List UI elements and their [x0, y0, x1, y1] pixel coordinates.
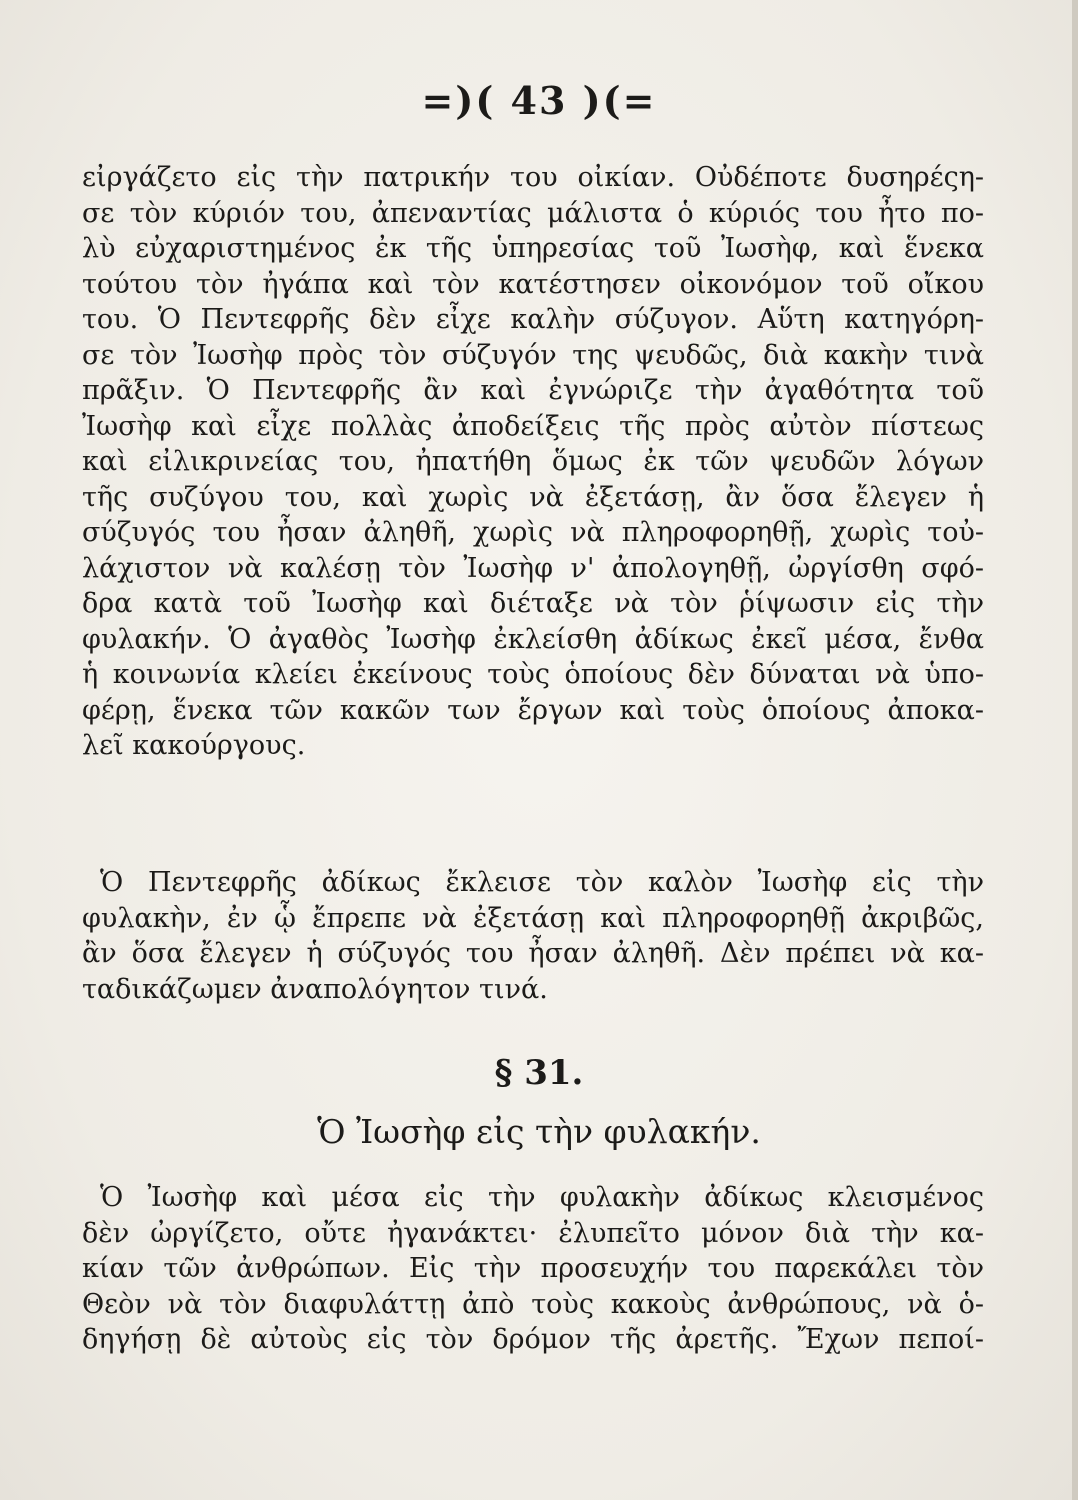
text-line: πρᾶξιν. Ὁ Πεντεφρῆς ἂν καὶ ἐγνώριζε τὴν ἀγαθότητα τοῦ: [82, 375, 984, 406]
text-line: σε τὸν Ἰωσὴφ πρὸς τὸν σύζυγόν της ψευδῶς, διὰ κακὴν τινὰ: [82, 339, 984, 371]
text-line: σε τὸν κύριόν του, ἀπεναντίας μάλιστα ὁ κύριός του ἦτο πο-: [82, 197, 984, 229]
text-line: λάχιστον νὰ καλέσῃ τὸν Ἰωσὴφ ν' ἀπολογηθῇ, ὠργίσθη σφό-: [82, 552, 984, 584]
text-line: δρα κατὰ τοῦ Ἰωσὴφ καὶ διέταξε νὰ τὸν ῥίψωσιν εἰς τὴν: [82, 588, 984, 619]
text-line: φέρῃ, ἕνεκα τῶν κακῶν των ἔργων καὶ τοὺς ὁποίους ἀποκα-: [82, 694, 984, 726]
text-line: φυλακὴν, ἐν ᾧ ἔπρεπε νὰ ἐξετάσῃ καὶ πληροφορηθῇ ἀκριβῶς,: [82, 902, 984, 934]
text-line: καὶ εἰλικρινείας του, ἠπατήθη ὅμως ἐκ τῶν ψευδῶν λόγων: [82, 446, 984, 477]
text-line: δηγήσῃ δὲ αὐτοὺς εἰς τὸν δρόμον τῆς ἀρετῆς. Ἔχων πεποί-: [82, 1324, 984, 1355]
text-line: τούτου τὸν ἠγάπα καὶ τὸν κατέστησεν οἰκονόμον τοῦ οἴκου: [82, 268, 984, 300]
text-line: Ὁ Πεντεφρῆς ἀδίκως ἔκλεισε τὸν καλὸν Ἰωσὴφ εἰς τὴν: [100, 867, 984, 898]
page-edge: [1072, 0, 1078, 1500]
section-title: Ὁ Ἰωσὴφ εἰς τὴν φυλακήν.: [317, 1112, 761, 1151]
text-line: Θεὸν νὰ τὸν διαφυλάττῃ ἀπὸ τοὺς κακοὺς ἀνθρώπους, νὰ ὁ-: [82, 1288, 984, 1320]
text-line: δὲν ὠργίζετο, οὔτε ἠγανάκτει· ἐλυπεῖτο μόνον διὰ τὴν κα-: [82, 1217, 984, 1249]
section-number: § 31.: [494, 1053, 584, 1093]
text-line: σύζυγός του ἦσαν ἀληθῆ, χωρὶς νὰ πληροφορηθῇ, χωρὶς τοὐ-: [82, 517, 984, 548]
paragraph-1: [82, 160, 984, 764]
text-line: κίαν τῶν ἀνθρώπων. Εἰς τὴν προσευχήν του παρεκάλει τὸν: [82, 1253, 984, 1284]
paragraph-2: [82, 865, 984, 1007]
text-line: ταδικάζωμεν ἀναπολόγητον τινά.: [82, 973, 548, 1005]
text-line: φυλακήν. Ὁ ἀγαθὸς Ἰωσὴφ ἐκλείσθη ἀδίκως ἐκεῖ μέσα, ἔνθα: [82, 623, 984, 655]
text-line: ἂν ὅσα ἔλεγεν ἡ σύζυγός του ἦσαν ἀληθῆ. Δὲν πρέπει νὰ κα-: [82, 938, 984, 969]
text-line: Ἰωσὴφ καὶ εἶχε πολλὰς ἀποδείξεις τῆς πρὸς αὐτὸν πίστεως: [82, 410, 984, 442]
text-line: του. Ὁ Πεντεφρῆς δὲν εἶχε καλὴν σύζυγον. Αὕτη κατηγόρη-: [82, 304, 984, 335]
text-line: λεῖ κακούργους.: [82, 730, 306, 761]
page-number-header: =)( 43 )(=: [421, 78, 657, 123]
text-line: τῆς συζύγου του, καὶ χωρὶς νὰ ἐξετάσῃ, ἂν ὅσα ἔλεγεν ἡ: [82, 481, 984, 513]
text-line: λὺ εὐχαριστημένος ἐκ τῆς ὑπηρεσίας τοῦ Ἰωσὴφ, καὶ ἕνεκα: [82, 233, 984, 264]
text-line: εἰργάζετο εἰς τὴν πατρικήν του οἰκίαν. Οὐδέποτε δυσηρέςη-: [82, 162, 984, 193]
text-line: ἡ κοινωνία κλείει ἐκείνους τοὺς ὁποίους δὲν δύναται νὰ ὑπο-: [82, 659, 984, 690]
text-line: Ὁ Ἰωσὴφ καὶ μέσα εἰς τὴν φυλακὴν ἀδίκως κλεισμένος: [100, 1182, 984, 1213]
paragraph-3: [82, 1180, 984, 1358]
